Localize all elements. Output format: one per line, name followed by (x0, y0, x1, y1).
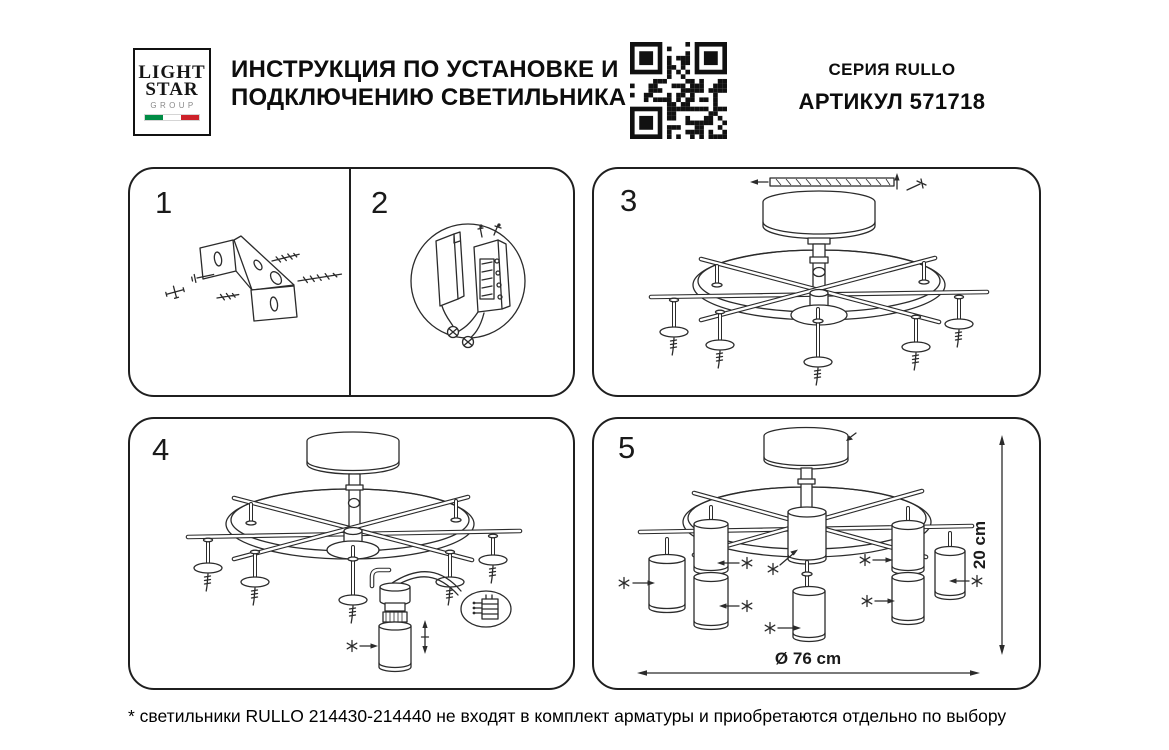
dimension-height (970, 435, 1005, 655)
diameter-label: Ø 76 cm (774, 649, 842, 668)
connector-detail (461, 591, 511, 627)
qr-code-icon (630, 42, 727, 139)
page-title-line2: ПОДКЛЮЧЕНИЮ СВЕТИЛЬНИКА (231, 84, 627, 111)
lamp-install-diagram (130, 419, 569, 684)
hanger-4 (902, 315, 930, 370)
step-4-number: 4 (152, 432, 170, 467)
product-info (782, 60, 1002, 115)
step-1-number: 1 (155, 185, 173, 220)
shade-6 (892, 521, 924, 575)
article-label: АРТИКУЛ 571718 (798, 89, 986, 114)
hanger-1 (194, 538, 222, 591)
step-5-number: 5 (618, 430, 636, 465)
hanger-1 (660, 298, 688, 355)
lightstar-logo (133, 48, 211, 136)
italian-flag-icon (144, 114, 200, 121)
shade-2 (694, 520, 728, 575)
logo-word-light: LIGHT (138, 61, 206, 83)
hanger-5 (945, 295, 973, 347)
logo-word-group: GROUP (150, 100, 197, 110)
shade-5 (793, 587, 825, 642)
logo-word-star: STAR (145, 78, 199, 100)
hanger-5 (479, 534, 507, 583)
step-3-number: 3 (620, 183, 638, 218)
dimension-diameter (637, 649, 980, 676)
step-2-number: 2 (371, 185, 389, 220)
frame-assembly-diagram (594, 169, 1035, 391)
final-assembly-diagram (594, 419, 1035, 684)
shade-3 (694, 573, 728, 630)
asterisk-marker (347, 641, 357, 652)
bracket-diagram (130, 169, 350, 391)
panel-step-5 (592, 417, 1041, 690)
panel-step-4 (128, 417, 575, 690)
shade-7 (892, 573, 924, 625)
shade-1 (649, 555, 685, 613)
shade-8 (935, 547, 965, 600)
series-label: СЕРИЯ RULLO (828, 60, 956, 79)
panel-steps-1-2 (128, 167, 575, 397)
wiring-diagram (350, 169, 573, 391)
height-label: 20 cm (970, 520, 989, 570)
hanger-2 (241, 550, 269, 605)
page-title (231, 56, 626, 112)
page-title-line1: ИНСТРУКЦИЯ ПО УСТАНОВКЕ И (231, 56, 619, 83)
footnote: * светильники RULLO 214430-214440 не входят в комплект арматуры и приобретаются отдельно по выбору (128, 706, 1007, 726)
panel-step-3 (592, 167, 1041, 397)
